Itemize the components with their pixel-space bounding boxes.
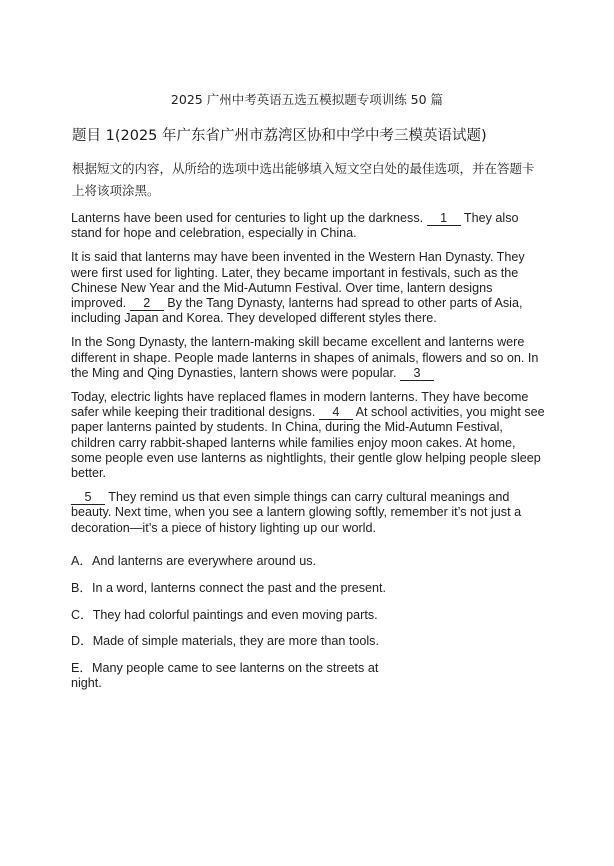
option-c: C．They had colorful paintings and even moving parts. bbox=[71, 607, 378, 622]
paragraph-2-text-a: It is said that lanterns may have been invented in the Western Han Dynasty. They were first used for lighting. Later, they became important in festivals, such as the Chinese New Year and the Mid-Autumn Festival. Over time, lantern designs improved. bbox=[71, 250, 525, 311]
paragraph-3-text-a: In the Song Dynasty, the lantern-making skill became excellent and lanterns were different in shape. People made lanterns in shapes of animals, flowers and so on. In the Ming and Qing Dynasties, lantern shows were popular. bbox=[71, 335, 539, 380]
paragraph-1-text-b: They also stand for hope and celebration, especially in China. bbox=[71, 211, 519, 241]
paragraph-4-text-a: Today, electric lights have replaced flames in modern lanterns. They have become safer while keeping their traditional designs. bbox=[71, 390, 529, 420]
blank-4: 4 bbox=[319, 406, 353, 420]
option-d: D．Made of simple materials, they are more than tools. bbox=[71, 634, 379, 649]
passage-paragraph-1 bbox=[71, 211, 546, 241]
passage-paragraph-5 bbox=[71, 490, 546, 536]
paragraph-4-text-b: At school activities, you might see paper lanterns painted by students. In China, during the Mid-Autumn Festival, children carry rabbit-shaped lanterns while families enjoy moon cakes. At home, some people even use lanterns as nightlights, their gentle glow helping people sleep better. bbox=[71, 405, 545, 481]
passage-paragraph-2 bbox=[71, 250, 546, 326]
option-b: B．In a word, lanterns connect the past and the present. bbox=[71, 580, 387, 595]
answer-options bbox=[71, 554, 401, 703]
option-a: A．And lanterns are everywhere around us. bbox=[71, 554, 317, 568]
paragraph-1-text-a: Lanterns have been used for centuries to light up the darkness. bbox=[71, 211, 427, 225]
reading-passage bbox=[71, 211, 546, 545]
blank-5: 5 bbox=[71, 491, 105, 505]
question-title: 题目 1(2025 年广东省广州市荔湾区协和中学中考三模英语试题) bbox=[72, 128, 487, 144]
paragraph-2-text-b: By the Tang Dynasty, lanterns had spread to other parts of Asia, including Japan and Korea. They developed different styles there. bbox=[71, 296, 523, 326]
blank-2: 2 bbox=[130, 297, 164, 311]
passage-paragraph-4 bbox=[71, 390, 546, 481]
option-e: E．Many people came to see lanterns on the streets at night. bbox=[71, 661, 379, 691]
blank-1: 1 bbox=[427, 212, 461, 226]
blank-3: 3 bbox=[400, 367, 434, 381]
paragraph-5-text-a: They remind us that even simple things can carry cultural meanings and beauty. Next time, when you see a lantern glowing softly, remember it’s not just a decoration—it’s a piece of history lighting up our world. bbox=[71, 490, 522, 535]
instruction-text: 根据短文的内容，从所给的选项中选出能够填入短文空白处的最佳选项，并在答题卡上将该项涂黑。 bbox=[72, 161, 535, 198]
document-title: 2025 广州中考英语五选五模拟题专项训练 50 篇 bbox=[170, 92, 444, 107]
passage-paragraph-3 bbox=[71, 335, 546, 381]
